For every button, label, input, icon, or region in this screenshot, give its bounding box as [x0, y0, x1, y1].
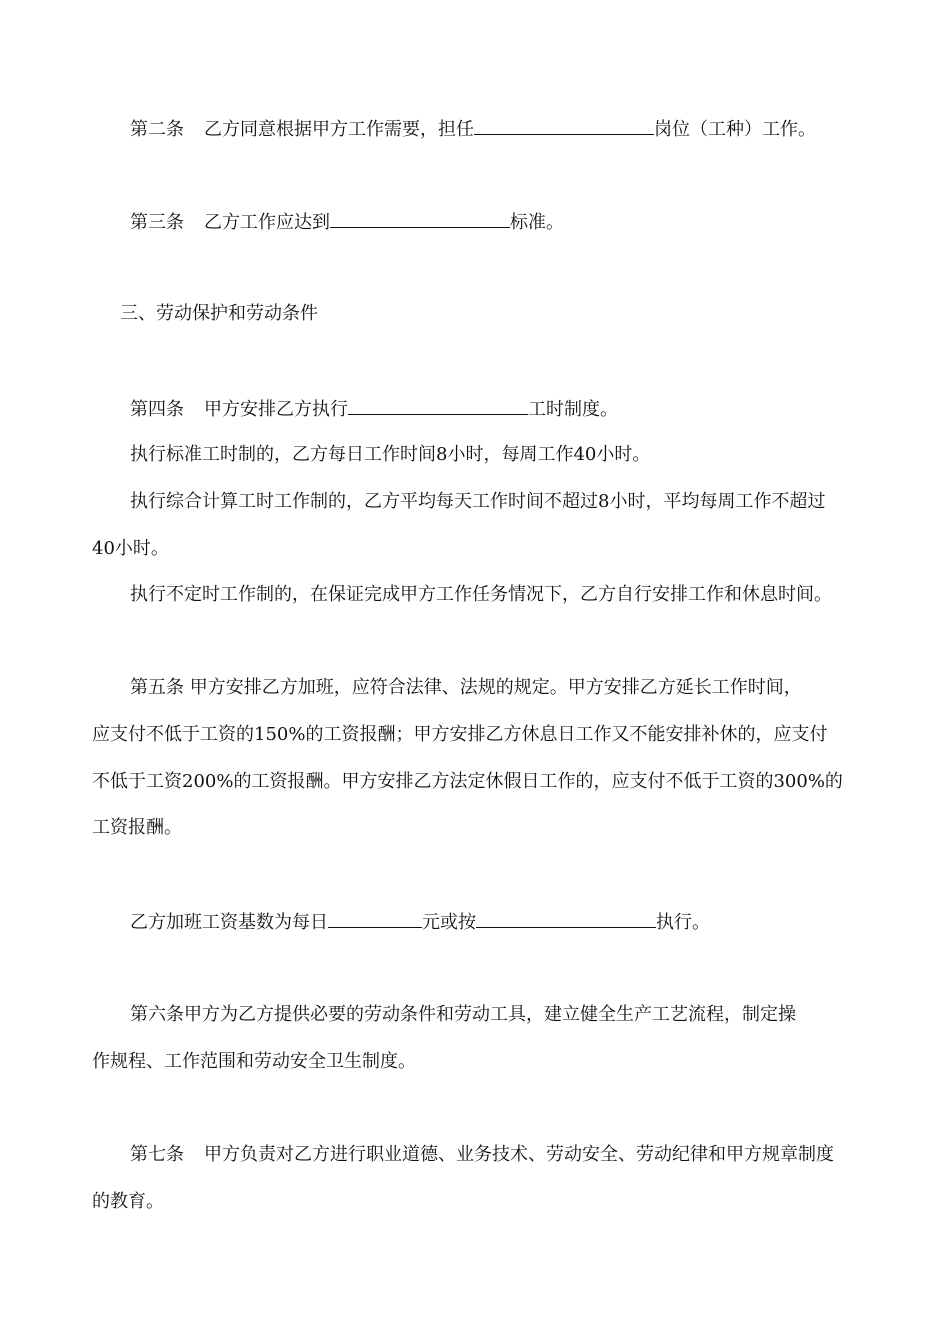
article-5-line1: 第五条 甲方安排乙方加班，应符合法律、法规的规定。甲方安排乙方延长工作时间，: [130, 677, 802, 698]
overtime-text-after: 执行。: [656, 912, 710, 933]
article-4-line: [130, 396, 618, 422]
article-5-line3: 不低于工资200%的工资报酬。甲方安排乙方法定休假日工作的，应支付不低于工资的300%的: [92, 771, 843, 792]
article-2-text-after: 岗位（工种）工作。: [654, 119, 816, 140]
daily-amount-blank: [328, 909, 422, 928]
overtime-base-line: [130, 909, 710, 935]
article-7-label: 第七条: [130, 1144, 184, 1165]
article-5-line4: 工资报酬。: [92, 817, 182, 838]
position-blank: [474, 116, 654, 135]
article-4-standard-hours: 执行标准工时制的，乙方每日工作时间8小时，每周工作40小时。: [130, 444, 651, 465]
article-4-text-after: 工时制度。: [528, 399, 618, 420]
article-6-line1: 第六条甲方为乙方提供必要的劳动条件和劳动工具，建立健全生产工艺流程，制定操: [130, 1004, 796, 1025]
article-7-text: 甲方负责对乙方进行职业道德、业务技术、劳动安全、劳动纪律和甲方规章制度: [204, 1144, 834, 1165]
article-5-line2: 应支付不低于工资的150%的工资报酬；甲方安排乙方休息日工作又不能安排补休的，应支付: [92, 724, 828, 745]
article-3-text-before: 乙方工作应达到: [204, 212, 330, 233]
article-7-line1: [130, 1143, 834, 1167]
article-2-text-before: 乙方同意根据甲方工作需要，担任: [204, 119, 474, 140]
section-3-heading: 三、劳动保护和劳动条件: [120, 303, 318, 324]
article-6-line2: 作规程、工作范围和劳动安全卫生制度。: [92, 1051, 416, 1072]
article-4-comprehensive-hours-line2: 40小时。: [92, 538, 169, 559]
overtime-text-middle: 元或按: [422, 912, 476, 933]
article-2-label: 第二条: [130, 119, 184, 140]
standard-blank: [330, 209, 510, 228]
article-2-line: [130, 116, 816, 142]
overtime-basis-blank: [476, 909, 656, 928]
overtime-text-before: 乙方加班工资基数为每日: [130, 912, 328, 933]
article-4-label: 第四条: [130, 399, 184, 420]
article-7-line2: 的教育。: [92, 1191, 164, 1212]
working-hours-blank: [348, 396, 528, 415]
article-4-comprehensive-hours-line1: 执行综合计算工时工作制的，乙方平均每天工作时间不超过8小时，平均每周工作不超过: [130, 491, 826, 512]
article-4-flexible-hours: 执行不定时工作制的，在保证完成甲方工作任务情况下，乙方自行安排工作和休息时间。: [130, 584, 832, 605]
article-3-line: [130, 209, 564, 235]
article-3-text-after: 标准。: [510, 212, 564, 233]
article-3-label: 第三条: [130, 212, 184, 233]
article-4-text-before: 甲方安排乙方执行: [204, 399, 348, 420]
